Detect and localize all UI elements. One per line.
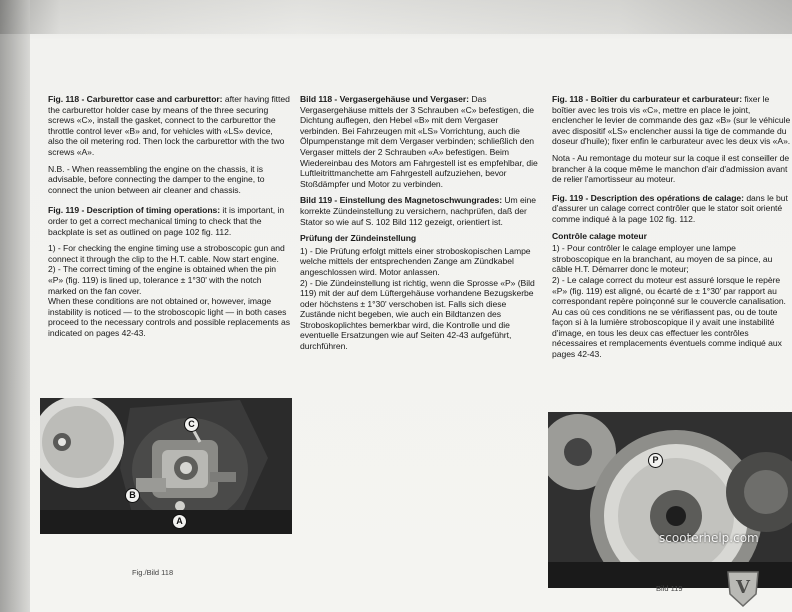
watermark-text: scooterhelp.com	[659, 531, 759, 545]
vespa-logo-icon	[726, 568, 760, 608]
flywheel-illustration	[548, 412, 792, 588]
step1-de: 1) - Die Prüfung erfolgt mittels einer stroboskopischen Lampe welche mittels der entsprechenden Zange am Zündkabel angeschlossen wird. Motor anlassen.	[300, 245, 531, 277]
caption-fig118: Fig./Bild 118	[132, 568, 174, 577]
fig119-heading-en: Fig. 119 - Description of timing operations:	[48, 205, 221, 216]
carburettor-photo	[40, 398, 292, 534]
label-a: A	[172, 514, 187, 529]
bild118-text-de: Das Vergasergehäuse mittels der 3 Schrauben «C» befestigen, die Dichtung auflegen, den Hebel «B» mit dem Vergaser verbinden. Bei Fahrzeugen mit «LS» Vorrichtung, auch die Ölpumpenstange mit dem Vergaser verbinden; schließlich den Vergaser mittels der 2 Schrauben «A» befestigen. Beim Wiedereinbau des Motors am Fahrgestell ist es empfehlbar, die Luftleitrittmanchette am Fahrgestell aufzuziehen, bevor Stoßdämpfer und Motor zu verbinden.	[300, 94, 538, 189]
fig118-heading-fr: Fig. 118 - Boîtier du carburateur et carburateur:	[552, 94, 743, 104]
step2-fr: 2) - Le calage correct du moteur est assuré lorsque le repère «P» (fig. 119) est aligné, ou écarté de ± 1°30' par rapport au correspondant repère poinçonné sur le couvercle canalisation. Au cas où ces conditions ne se vérifiassent pas, ou de toute façon si à la lumière stroboscopique il y avait une instabilité d'image, en tous les deux cas effectuer les contrôles nécessaires et remplacements éventuels comme indiqué aux pages 42-43.	[552, 274, 786, 360]
subheading-fr: Contrôle calage moteur	[552, 230, 647, 241]
step1-fr: 1) - Pour contrôler le calage employer une lampe stroboscopique en la branchant, au moyen de sa pince, au câble H.T. Démarrer donc le moteur;	[552, 243, 773, 275]
carburettor-illustration	[40, 398, 292, 534]
fig119-paragraph-en	[48, 205, 290, 237]
bild119-heading-de: Bild 119 - Einstellung des Magnetoschwungrades:	[300, 195, 503, 206]
bild118-heading-de: Bild 118 - Vergasergehäuse und Vergaser:	[300, 94, 469, 104]
fig118-heading-en: Fig. 118 - Carburettor case and carburettor:	[48, 94, 223, 104]
bild119-paragraph-de	[300, 195, 540, 227]
step2-en: 2) - The correct timing of the engine is obtained when the pin «P» (fig. 119) is lined up, tolerance ± 1°30' with the notch marked on the fan cover.	[48, 264, 276, 296]
flywheel-photo	[548, 412, 792, 588]
step3-en: When these conditions are not obtained or, however, image instability is noticed — to the stroboscopic light — in both cases proceed to the necessary controls and possible replacements as indicated on pages 42-43.	[48, 296, 290, 338]
caption-bild119: Bild 119	[656, 584, 683, 593]
fig119-text-fr: dans le but d'assurer un calage correct contrôler que le stator soit orienté comme indiqué à la page 102 fig. 112.	[552, 192, 788, 224]
fig118-paragraph-fr	[552, 94, 792, 147]
bild119-text-de: Um eine korrekte Zündeinstellung zu versichern, nachprüfen, daß der Stator so wie auf S. 102 Bild 112 gezeigt, orientiert ist.	[300, 195, 537, 227]
step2-de: 2) - Die Zündeinstellung ist richtig, wenn die Sprosse «P» (Bild 119) mit der auf dem Lüftergehäuse vorhandene Bezugskerbe oder höchstens ± 1°30' verschoben ist. Falls sich diese Zustände nicht begeben, wie auch ein Bildtanzen des Stroboskoplichtes bemerkbar wird, die Kontrolle und die eventuelle Ersatzungen wie auf Seiten 42-43 aufgeführt, durchführen.	[300, 277, 535, 352]
label-p: P	[648, 453, 663, 468]
fig119-heading-fr: Fig. 119 - Description des opérations de calage:	[552, 192, 744, 203]
step1-en: 1) - For checking the engine timing use a stroboscopic gun and connect it through the clip to the H.T. cable. Now start engine.	[48, 243, 285, 264]
fig119-paragraph-fr	[552, 193, 792, 225]
label-c: C	[184, 417, 199, 432]
scan-shadow-left	[0, 0, 30, 612]
subheading-de: Prüfung der Zündeinstellung	[300, 233, 417, 244]
french-column	[552, 94, 792, 366]
scan-shadow-top	[0, 0, 792, 34]
vespa-logo-letter: V	[736, 577, 750, 598]
fig118-text-fr: fixer le boîtier avec les trois vis «C», mettre en place le joint, enclencher le levier de commande des gaz «B» (sur le véhicule avec dispositif «LS» enclencher aussi la tige de commande du doseur d'huile); fixer enfin le carburateur avec les deux vis «A».	[552, 94, 791, 147]
fig119-text-en: it is important, in order to get a correct mechanical timing to check that the backplate is set as outlined on page 102 fig. 112.	[48, 205, 285, 237]
note-en: N.B. - When reassembling the engine on the chassis, it is advisable, before connecting the damper to the engine, to connect the union between air cleaner and chassis.	[48, 163, 265, 195]
german-column	[300, 94, 540, 358]
fig118-text-en: after having fitted the carburettor holder case by means of the three securing screws «C», install the gasket, connect to the carburettor the throttle control lever «B» and, for vehicles with «LS» device, also the oil metering rod. Then lock the carburettor with the two screws «A».	[48, 94, 290, 157]
bild118-paragraph-de	[300, 94, 540, 189]
note-fr: Nota - Au remontage du moteur sur la coque il est conseiller de brancher à la coque même le manchon d'air d'admission avant de relier l'amortisseur au moteur.	[552, 152, 790, 185]
fig118-paragraph-en	[48, 94, 290, 158]
english-column	[48, 94, 290, 344]
label-b: B	[125, 488, 140, 503]
